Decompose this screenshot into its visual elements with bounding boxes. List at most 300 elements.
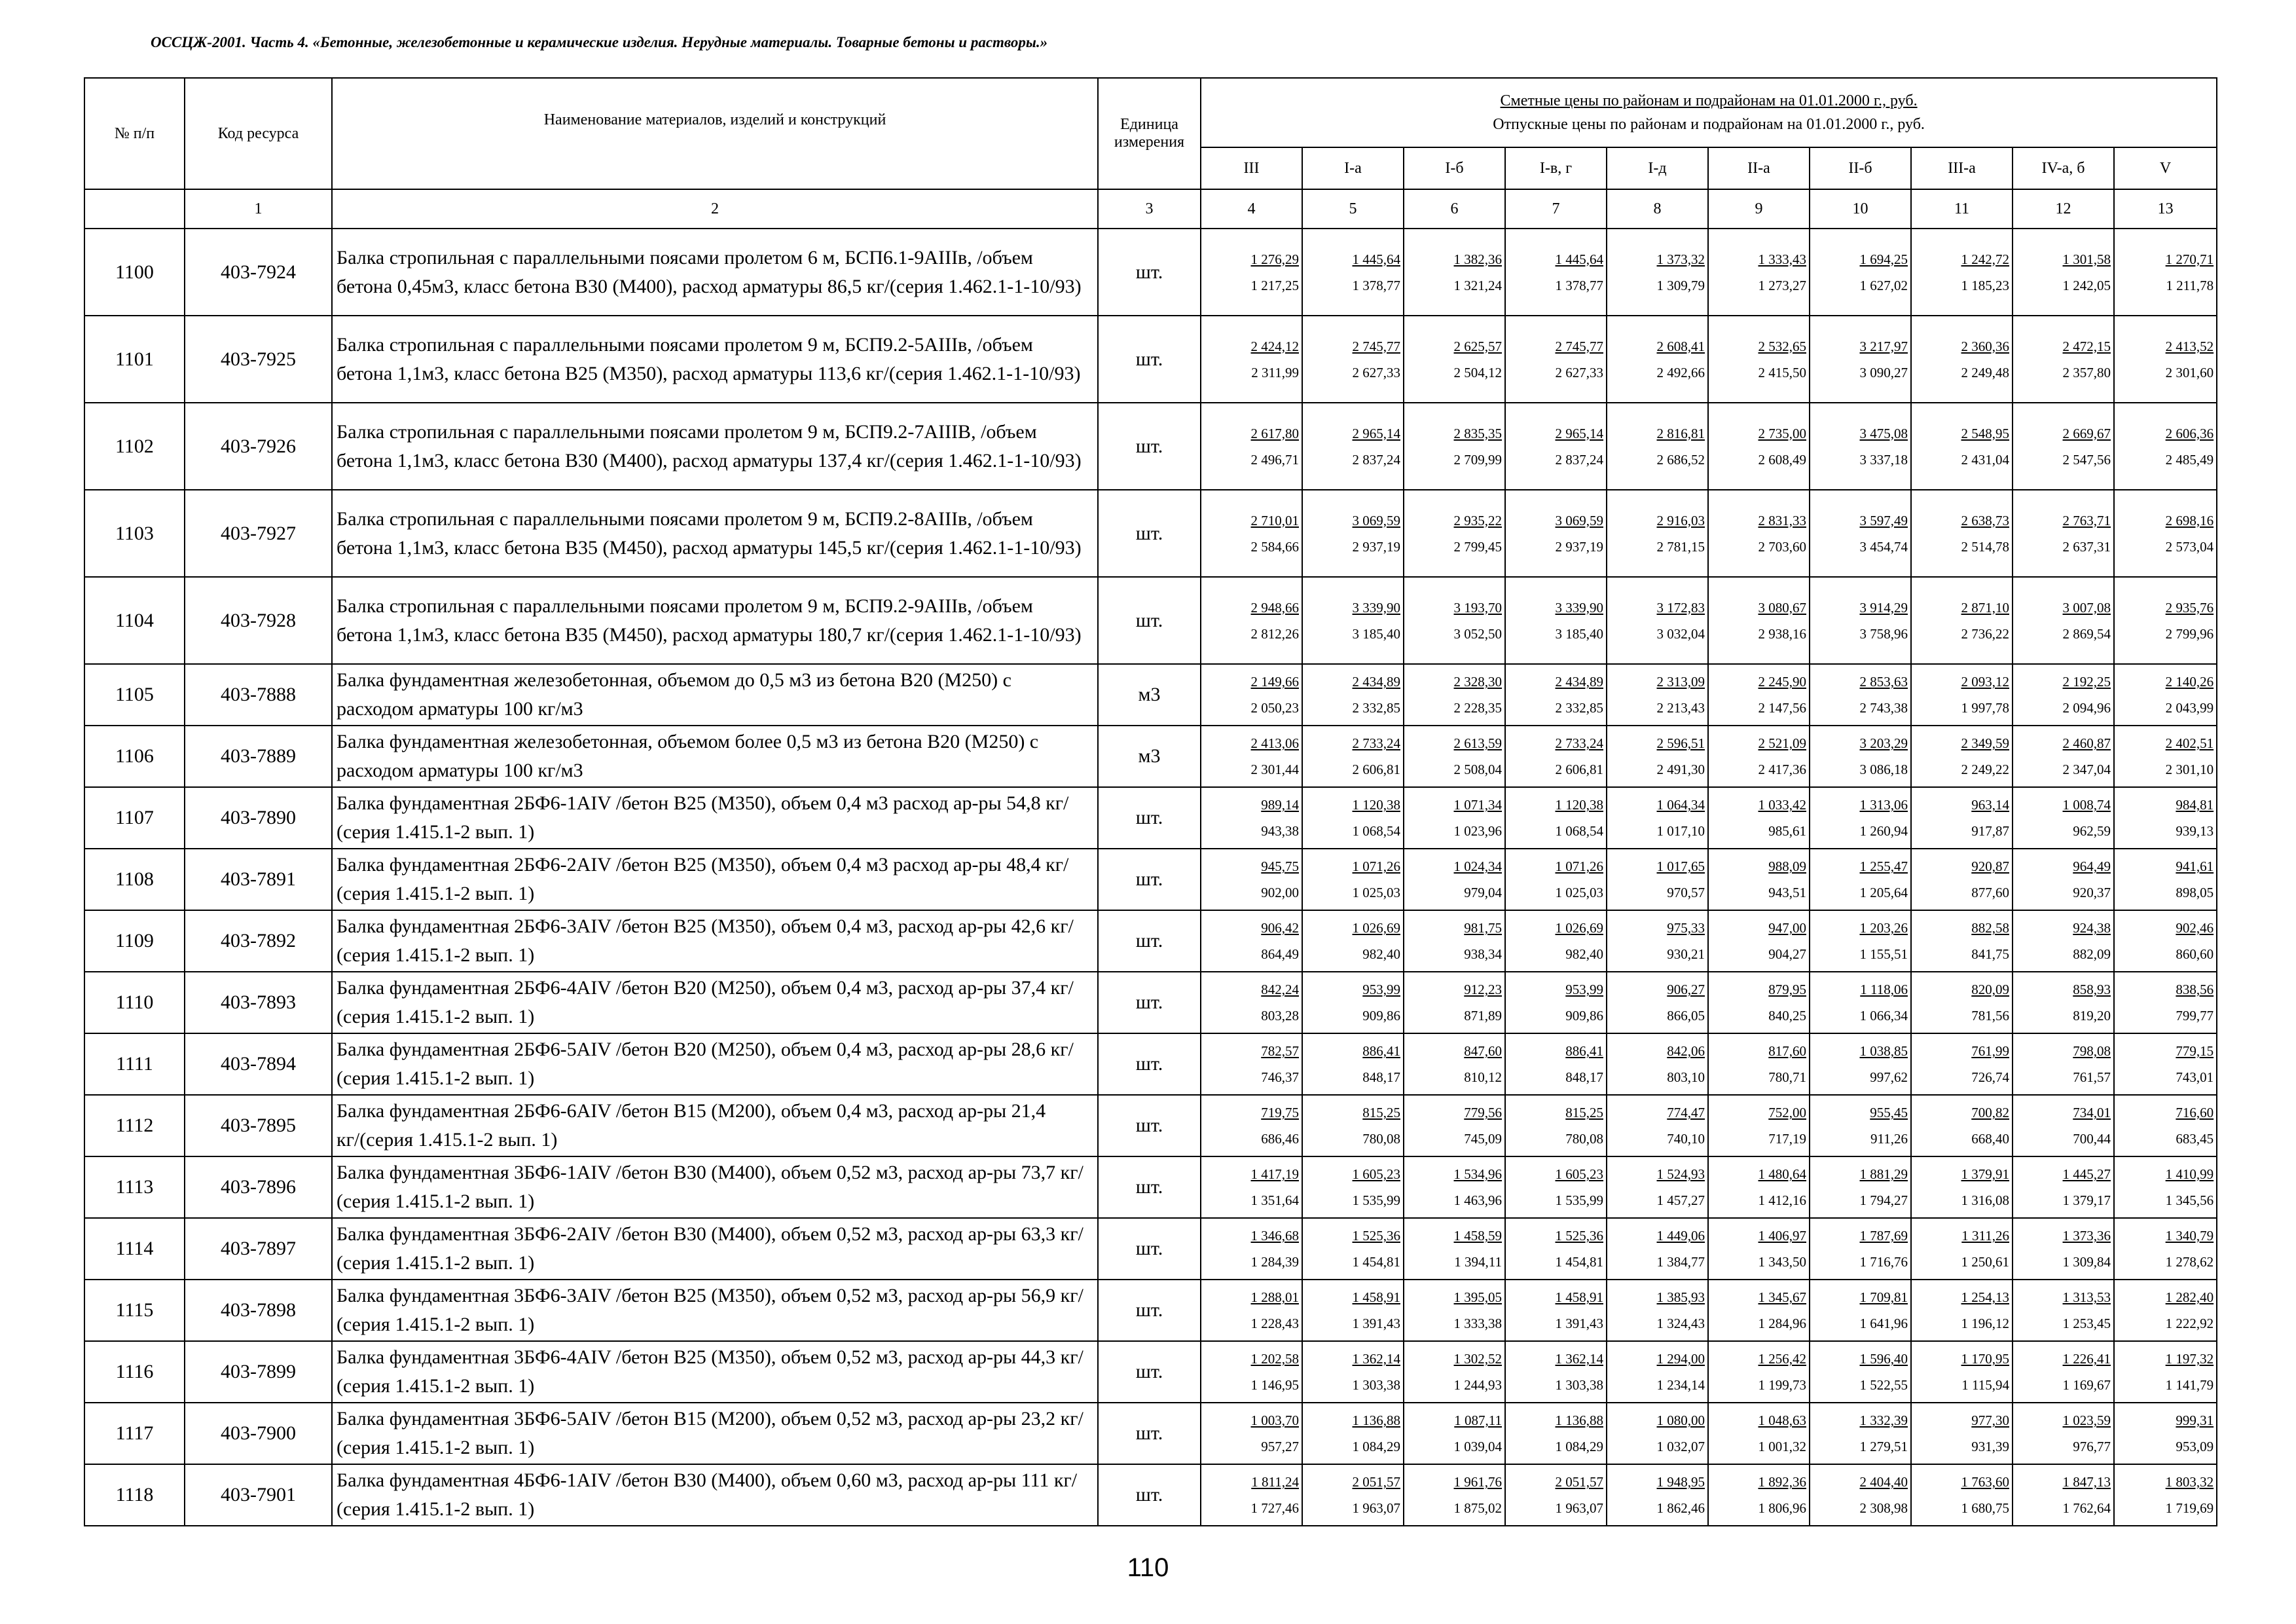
table-row xyxy=(84,849,2217,910)
resource-code: 403-7924 xyxy=(185,229,332,316)
column-number: 3 xyxy=(1098,189,1201,229)
release-price: 780,71 xyxy=(1768,1069,1806,1085)
release-price: 1 242,05 xyxy=(2062,277,2111,293)
row-number: 1115 xyxy=(84,1280,185,1341)
release-price: 1 333,38 xyxy=(1453,1316,1502,1331)
estimate-price: 1 226,41 xyxy=(2062,1351,2111,1367)
estimate-price: 798,08 xyxy=(2073,1043,2111,1059)
resource-code: 403-7894 xyxy=(185,1033,332,1095)
region-header: IV-а, б xyxy=(2013,147,2114,189)
price-cell xyxy=(1708,1033,1810,1095)
price-cell xyxy=(1302,1156,1404,1218)
estimate-price: 2 521,09 xyxy=(1758,735,1806,751)
price-cell xyxy=(1302,577,1404,664)
price-cell xyxy=(1505,1464,1607,1526)
price-cell xyxy=(1708,1156,1810,1218)
price-cell xyxy=(1911,664,2013,726)
estimate-price: 2 245,90 xyxy=(1758,674,1806,690)
region-header: III-а xyxy=(1911,147,2013,189)
estimate-price: 2 745,77 xyxy=(1352,338,1400,354)
estimate-price: 1 524,93 xyxy=(1656,1166,1705,1182)
release-price: 902,00 xyxy=(1261,885,1299,900)
price-cell xyxy=(1302,1403,1404,1464)
resource-code: 403-7928 xyxy=(185,577,332,664)
price-cell xyxy=(2013,972,2114,1033)
estimate-price: 815,25 xyxy=(1565,1105,1603,1120)
price-cell xyxy=(1404,910,1505,972)
price-cell xyxy=(1708,664,1810,726)
estimate-price: 2 871,10 xyxy=(1961,599,2009,616)
price-cell xyxy=(1607,1095,1708,1156)
price-cell xyxy=(1505,787,1607,849)
estimate-price: 886,41 xyxy=(1362,1043,1400,1059)
estimate-price: 2 763,71 xyxy=(2062,512,2111,528)
resource-code: 403-7893 xyxy=(185,972,332,1033)
release-price: 1 535,99 xyxy=(1352,1192,1400,1208)
price-cell xyxy=(2013,316,2114,403)
resource-code: 403-7895 xyxy=(185,1095,332,1156)
estimate-price: 1 302,52 xyxy=(1453,1351,1502,1367)
price-cell xyxy=(1505,229,1607,316)
release-price: 2 249,48 xyxy=(1961,364,2009,380)
price-cell xyxy=(1911,229,2013,316)
price-cell xyxy=(2114,229,2217,316)
estimate-price: 941,61 xyxy=(2176,858,2214,874)
col-header-prices xyxy=(1201,78,2217,147)
release-price: 917,87 xyxy=(1971,823,2009,839)
release-price: 2 147,56 xyxy=(1758,700,1806,716)
release-price: 3 052,50 xyxy=(1453,625,1502,642)
row-number: 1108 xyxy=(84,849,185,910)
prices-header-release: Отпускные цены по районам и подрайонам на 01.01.2000 г., руб. xyxy=(1493,116,1925,133)
release-price: 2 584,66 xyxy=(1250,538,1299,555)
estimate-price: 1 017,65 xyxy=(1656,858,1705,874)
release-price: 780,08 xyxy=(1565,1131,1603,1147)
release-price: 2 637,31 xyxy=(2062,538,2111,555)
estimate-price: 2 149,66 xyxy=(1250,674,1299,690)
price-cell xyxy=(2114,849,2217,910)
estimate-price: 2 965,14 xyxy=(1555,425,1603,441)
release-price: 1 303,38 xyxy=(1352,1377,1400,1393)
release-price: 3 086,18 xyxy=(1859,762,1908,777)
estimate-price: 1 373,32 xyxy=(1656,251,1705,267)
release-price: 781,56 xyxy=(1971,1008,2009,1024)
row-number: 1105 xyxy=(84,664,185,726)
release-price: 920,37 xyxy=(2073,885,2111,900)
release-price: 1 719,69 xyxy=(2165,1500,2214,1516)
material-name: Балка фундаментная 2БФ6-2АIV /бетон В25 (М350), объем 0,4 м3 расход ар-ры 48,4 кг/ (серия 1.415.1-2 вып. 1) xyxy=(332,849,1098,910)
price-cell xyxy=(1911,403,2013,490)
price-cell xyxy=(1607,664,1708,726)
resource-code: 403-7889 xyxy=(185,726,332,787)
price-cell xyxy=(1505,1033,1607,1095)
estimate-price: 2 402,51 xyxy=(2165,735,2214,751)
resource-code: 403-7925 xyxy=(185,316,332,403)
estimate-price: 953,99 xyxy=(1362,982,1400,997)
price-cell xyxy=(2114,403,2217,490)
release-price: 1 284,39 xyxy=(1250,1254,1299,1270)
resource-code: 403-7899 xyxy=(185,1341,332,1403)
release-price: 745,09 xyxy=(1464,1131,1502,1147)
price-cell xyxy=(2114,316,2217,403)
unit-of-measure: шт. xyxy=(1098,577,1201,664)
table-row xyxy=(84,403,2217,490)
estimate-price: 2 948,66 xyxy=(1250,599,1299,616)
estimate-price: 1 311,26 xyxy=(1961,1228,2009,1244)
price-cell xyxy=(1505,726,1607,787)
price-cell xyxy=(1911,787,2013,849)
price-cell xyxy=(1201,1464,1302,1526)
unit-of-measure: шт. xyxy=(1098,1033,1201,1095)
estimate-price: 1 346,68 xyxy=(1250,1228,1299,1244)
estimate-price: 984,81 xyxy=(2176,797,2214,813)
price-cell xyxy=(1708,577,1810,664)
release-price: 2 347,04 xyxy=(2062,762,2111,777)
price-cell xyxy=(1911,1464,2013,1526)
estimate-price: 1 136,88 xyxy=(1555,1412,1603,1428)
material-name: Балка фундаментная 3БФ6-4АIV /бетон В25 (М350), объем 0,52 м3, расход ар-ры 44,3 кг/ (серия 1.415.1-2 вып. 1) xyxy=(332,1341,1098,1403)
estimate-price: 716,60 xyxy=(2176,1105,2214,1120)
release-price: 2 508,04 xyxy=(1453,762,1502,777)
price-cell xyxy=(1708,849,1810,910)
release-price: 2 812,26 xyxy=(1250,625,1299,642)
unit-of-measure: шт. xyxy=(1098,849,1201,910)
estimate-price: 924,38 xyxy=(2073,920,2111,936)
estimate-price: 1 480,64 xyxy=(1758,1166,1806,1182)
material-name: Балка стропильная с параллельными поясами пролетом 6 м, БСП6.1-9АIIIв, /объем бетона 0,45м3, класс бетона В30 (М400), расход арматуры 86,5 кг/(серия 1.462.1-1-10/93) xyxy=(332,229,1098,316)
estimate-price: 1 445,27 xyxy=(2062,1166,2111,1182)
release-price: 1 141,79 xyxy=(2165,1377,2214,1393)
estimate-price: 719,75 xyxy=(1261,1105,1299,1120)
price-cell xyxy=(1302,849,1404,910)
price-cell xyxy=(2114,490,2217,577)
release-price: 1 324,43 xyxy=(1656,1316,1705,1331)
release-price: 2 743,38 xyxy=(1859,700,1908,716)
estimate-price: 1 605,23 xyxy=(1555,1166,1603,1182)
release-price: 1 084,29 xyxy=(1352,1439,1400,1454)
price-cell xyxy=(1302,229,1404,316)
release-price: 997,62 xyxy=(1870,1069,1908,1085)
region-header: I-а xyxy=(1302,147,1404,189)
release-price: 668,40 xyxy=(1971,1131,2009,1147)
release-price: 1 997,78 xyxy=(1961,700,2009,716)
release-price: 2 799,45 xyxy=(1453,538,1502,555)
estimate-price: 1 071,26 xyxy=(1352,858,1400,874)
row-number: 1114 xyxy=(84,1218,185,1280)
release-price: 1 522,55 xyxy=(1859,1377,1908,1393)
release-price: 1 278,62 xyxy=(2165,1254,2214,1270)
estimate-price: 1 023,59 xyxy=(2062,1412,2111,1428)
table-row xyxy=(84,910,2217,972)
price-cell xyxy=(1302,726,1404,787)
unit-of-measure: м3 xyxy=(1098,726,1201,787)
estimate-price: 3 069,59 xyxy=(1555,512,1603,528)
estimate-price: 847,60 xyxy=(1464,1043,1502,1059)
price-cell xyxy=(1505,403,1607,490)
release-price: 2 709,99 xyxy=(1453,451,1502,468)
price-cell xyxy=(2114,972,2217,1033)
estimate-price: 2 735,00 xyxy=(1758,425,1806,441)
price-cell xyxy=(1607,849,1708,910)
price-cell xyxy=(1810,1156,1911,1218)
estimate-price: 1 534,96 xyxy=(1453,1166,1502,1182)
estimate-price: 1 417,19 xyxy=(1250,1166,1299,1182)
page-number: 110 xyxy=(1127,1553,1169,1582)
estimate-price: 3 193,70 xyxy=(1453,599,1502,616)
release-price: 962,59 xyxy=(2073,823,2111,839)
estimate-price: 1 763,60 xyxy=(1961,1474,2009,1490)
estimate-price: 1 254,13 xyxy=(1961,1289,2009,1305)
row-number: 1101 xyxy=(84,316,185,403)
price-cell xyxy=(2013,726,2114,787)
release-price: 3 758,96 xyxy=(1859,625,1908,642)
estimate-price: 2 733,24 xyxy=(1555,735,1603,751)
estimate-price: 2 051,57 xyxy=(1555,1474,1603,1490)
unit-of-measure: шт. xyxy=(1098,1464,1201,1526)
price-cell xyxy=(1505,1341,1607,1403)
estimate-price: 999,31 xyxy=(2176,1412,2214,1428)
estimate-price: 2 051,57 xyxy=(1352,1474,1400,1490)
resource-code: 403-7892 xyxy=(185,910,332,972)
release-price: 2 485,49 xyxy=(2165,451,2214,468)
release-price: 1 115,94 xyxy=(1961,1377,2009,1393)
estimate-price: 920,87 xyxy=(1971,858,2009,874)
price-cell xyxy=(2114,1280,2217,1341)
estimate-price: 3 597,49 xyxy=(1859,512,1908,528)
price-cell xyxy=(1911,1033,2013,1095)
price-cell xyxy=(1708,910,1810,972)
price-cell xyxy=(1404,849,1505,910)
material-name: Балка фундаментная 2БФ6-6АIV /бетон В15 (М200), объем 0,4 м3, расход ар-ры 21,4 кг/(серия 1.415.1-2 вып. 1) xyxy=(332,1095,1098,1156)
price-cell xyxy=(1607,1341,1708,1403)
price-cell xyxy=(1302,787,1404,849)
release-price: 1 351,64 xyxy=(1250,1192,1299,1208)
price-cell xyxy=(1201,849,1302,910)
release-price: 1 039,04 xyxy=(1453,1439,1502,1454)
release-price: 2 301,44 xyxy=(1250,762,1299,777)
estimate-price: 1 203,26 xyxy=(1859,920,1908,936)
price-cell xyxy=(1302,403,1404,490)
release-price: 985,61 xyxy=(1768,823,1806,839)
price-cell xyxy=(1810,787,1911,849)
estimate-price: 1 202,58 xyxy=(1250,1351,1299,1367)
release-price: 1 025,03 xyxy=(1555,885,1603,900)
price-cell xyxy=(1607,1464,1708,1526)
price-cell xyxy=(1810,849,1911,910)
price-cell xyxy=(2114,1095,2217,1156)
price-cell xyxy=(1810,229,1911,316)
estimate-price: 1 048,63 xyxy=(1758,1412,1806,1428)
price-cell xyxy=(1404,664,1505,726)
estimate-price: 2 424,12 xyxy=(1250,338,1299,354)
price-cell xyxy=(1302,1464,1404,1526)
release-price: 1 316,08 xyxy=(1961,1192,2009,1208)
release-price: 1 084,29 xyxy=(1555,1439,1603,1454)
price-cell xyxy=(1810,664,1911,726)
price-cell xyxy=(1404,1403,1505,1464)
estimate-price: 2 733,24 xyxy=(1352,735,1400,751)
release-price: 1 196,12 xyxy=(1961,1316,2009,1331)
release-price: 970,57 xyxy=(1667,885,1705,900)
price-cell xyxy=(1302,1095,1404,1156)
estimate-price: 2 613,59 xyxy=(1453,735,1502,751)
release-price: 2 608,49 xyxy=(1758,451,1806,468)
release-price: 726,74 xyxy=(1971,1069,2009,1085)
estimate-price: 1 333,43 xyxy=(1758,251,1806,267)
release-price: 976,77 xyxy=(2073,1439,2111,1454)
release-price: 2 781,15 xyxy=(1656,538,1705,555)
estimate-price: 2 710,01 xyxy=(1250,512,1299,528)
release-price: 810,12 xyxy=(1464,1069,1502,1085)
release-price: 1 680,75 xyxy=(1961,1500,2009,1516)
estimate-price: 1 270,71 xyxy=(2165,251,2214,267)
release-price: 1 641,96 xyxy=(1859,1316,1908,1331)
release-price: 931,39 xyxy=(1971,1439,2009,1454)
estimate-price: 1 170,95 xyxy=(1961,1351,2009,1367)
table-row xyxy=(84,726,2217,787)
column-number: 10 xyxy=(1810,189,1911,229)
estimate-price: 1 071,26 xyxy=(1555,858,1603,874)
release-price: 1 309,79 xyxy=(1656,277,1705,293)
column-number: 4 xyxy=(1201,189,1302,229)
release-price: 909,86 xyxy=(1362,1008,1400,1024)
release-price: 717,19 xyxy=(1768,1131,1806,1147)
release-price: 2 417,36 xyxy=(1758,762,1806,777)
price-cell xyxy=(1911,1095,2013,1156)
estimate-price: 1 881,29 xyxy=(1859,1166,1908,1182)
estimate-price: 2 965,14 xyxy=(1352,425,1400,441)
estimate-price: 1 294,00 xyxy=(1656,1351,1705,1367)
price-cell xyxy=(1404,1156,1505,1218)
estimate-price: 815,25 xyxy=(1362,1105,1400,1120)
estimate-price: 2 349,59 xyxy=(1961,735,2009,751)
release-price: 943,38 xyxy=(1261,823,1299,839)
price-cell xyxy=(1810,726,1911,787)
estimate-price: 1 120,38 xyxy=(1352,797,1400,813)
estimate-price: 817,60 xyxy=(1768,1043,1806,1059)
material-name: Балка фундаментная 2БФ6-4АIV /бетон В20 (М250), объем 0,4 м3, расход ар-ры 37,4 кг/ (серия 1.415.1-2 вып. 1) xyxy=(332,972,1098,1033)
price-cell xyxy=(1607,1156,1708,1218)
release-price: 1 185,23 xyxy=(1961,277,2009,293)
table-row xyxy=(84,1341,2217,1403)
price-cell xyxy=(1302,1218,1404,1280)
price-cell xyxy=(1810,490,1911,577)
release-price: 1 762,64 xyxy=(2062,1500,2111,1516)
price-cell xyxy=(1607,787,1708,849)
estimate-price: 1 026,69 xyxy=(1555,920,1603,936)
price-cell xyxy=(1911,316,2013,403)
unit-of-measure: шт. xyxy=(1098,1095,1201,1156)
unit-of-measure: м3 xyxy=(1098,664,1201,726)
material-name: Балка фундаментная 3БФ6-3АIV /бетон В25 (М350), объем 0,52 м3, расход ар-ры 56,9 кг/ (серия 1.415.1-2 вып. 1) xyxy=(332,1280,1098,1341)
price-cell xyxy=(2013,229,2114,316)
table-row xyxy=(84,664,2217,726)
resource-code: 403-7888 xyxy=(185,664,332,726)
material-name: Балка фундаментная 4БФ6-1АIV /бетон В30 (М400), объем 0,60 м3, расход ар-ры 111 кг/ (серия 1.415.1-2 вып. 1) xyxy=(332,1464,1098,1526)
release-price: 1 875,02 xyxy=(1453,1500,1502,1516)
release-price: 1 378,77 xyxy=(1352,277,1400,293)
estimate-price: 1 449,06 xyxy=(1656,1228,1705,1244)
table-row xyxy=(84,1095,2217,1156)
price-cell xyxy=(1505,664,1607,726)
release-price: 2 094,96 xyxy=(2062,700,2111,716)
price-cell xyxy=(1505,1156,1607,1218)
estimate-price: 3 339,90 xyxy=(1352,599,1400,616)
material-name: Балка стропильная с параллельными поясами пролетом 9 м, БСП9.2-7АIIIВ, /объем бетона 1,1м3, класс бетона В30 (М400), расход арматуры 137,4 кг/(серия 1.462.1-1-10/93) xyxy=(332,403,1098,490)
release-price: 1 321,24 xyxy=(1453,277,1502,293)
document-header: ОССЦЖ-2001. Часть 4. «Бетонные, железобетонные и керамические изделия. Нерудные материалы. Товарные бетоны и растворы.» xyxy=(151,34,1048,50)
estimate-price: 955,45 xyxy=(1870,1105,1908,1120)
release-price: 1 228,43 xyxy=(1250,1316,1299,1331)
release-price: 3 090,27 xyxy=(1859,364,1908,380)
column-number: 1 xyxy=(185,189,332,229)
estimate-price: 1 242,72 xyxy=(1961,251,2009,267)
estimate-price: 1 395,05 xyxy=(1453,1289,1502,1305)
table-row xyxy=(84,229,2217,316)
estimate-price: 820,09 xyxy=(1971,982,2009,997)
release-price: 1 250,61 xyxy=(1961,1254,2009,1270)
column-number: 12 xyxy=(2013,189,2114,229)
price-cell xyxy=(1810,1341,1911,1403)
row-number: 1117 xyxy=(84,1403,185,1464)
estimate-price: 2 313,09 xyxy=(1656,674,1705,690)
table-row xyxy=(84,1403,2217,1464)
resource-code: 403-7900 xyxy=(185,1403,332,1464)
release-price: 3 454,74 xyxy=(1859,538,1908,555)
column-number: 6 xyxy=(1404,189,1505,229)
region-header: III xyxy=(1201,147,1302,189)
price-cell xyxy=(1607,910,1708,972)
release-price: 2 228,35 xyxy=(1453,700,1502,716)
resource-code: 403-7897 xyxy=(185,1218,332,1280)
row-number: 1116 xyxy=(84,1341,185,1403)
price-cell xyxy=(1404,1218,1505,1280)
estimate-price: 1 345,67 xyxy=(1758,1289,1806,1305)
price-cell xyxy=(1708,316,1810,403)
release-price: 683,45 xyxy=(2176,1131,2214,1147)
estimate-price: 964,49 xyxy=(2073,858,2111,874)
release-price: 1 963,07 xyxy=(1555,1500,1603,1516)
price-cell xyxy=(1201,1156,1302,1218)
estimate-price: 1 340,79 xyxy=(2165,1228,2214,1244)
unit-of-measure: шт. xyxy=(1098,316,1201,403)
estimate-price: 902,46 xyxy=(2176,920,2214,936)
estimate-price: 2 596,51 xyxy=(1656,735,1705,751)
estimate-price: 1 458,91 xyxy=(1352,1289,1400,1305)
unit-of-measure: шт. xyxy=(1098,1218,1201,1280)
price-cell xyxy=(1505,910,1607,972)
release-price: 1 463,96 xyxy=(1453,1192,1502,1208)
estimate-price: 1 694,25 xyxy=(1859,251,1908,267)
release-price: 957,27 xyxy=(1261,1439,1299,1454)
price-cell xyxy=(1708,403,1810,490)
estimate-price: 2 617,80 xyxy=(1250,425,1299,441)
release-price: 2 937,19 xyxy=(1352,538,1400,555)
release-price: 1 205,64 xyxy=(1859,885,1908,900)
price-cell xyxy=(1404,316,1505,403)
estimate-price: 1 120,38 xyxy=(1555,797,1603,813)
price-cell xyxy=(1505,849,1607,910)
price-cell xyxy=(2114,1341,2217,1403)
table-row xyxy=(84,1464,2217,1526)
estimate-price: 774,47 xyxy=(1667,1105,1705,1120)
table-row xyxy=(84,1156,2217,1218)
price-cell xyxy=(1404,577,1505,664)
estimate-price: 2 935,22 xyxy=(1453,512,1502,528)
table-row xyxy=(84,972,2217,1033)
estimate-price: 1 332,39 xyxy=(1859,1412,1908,1428)
price-cell xyxy=(1810,403,1911,490)
